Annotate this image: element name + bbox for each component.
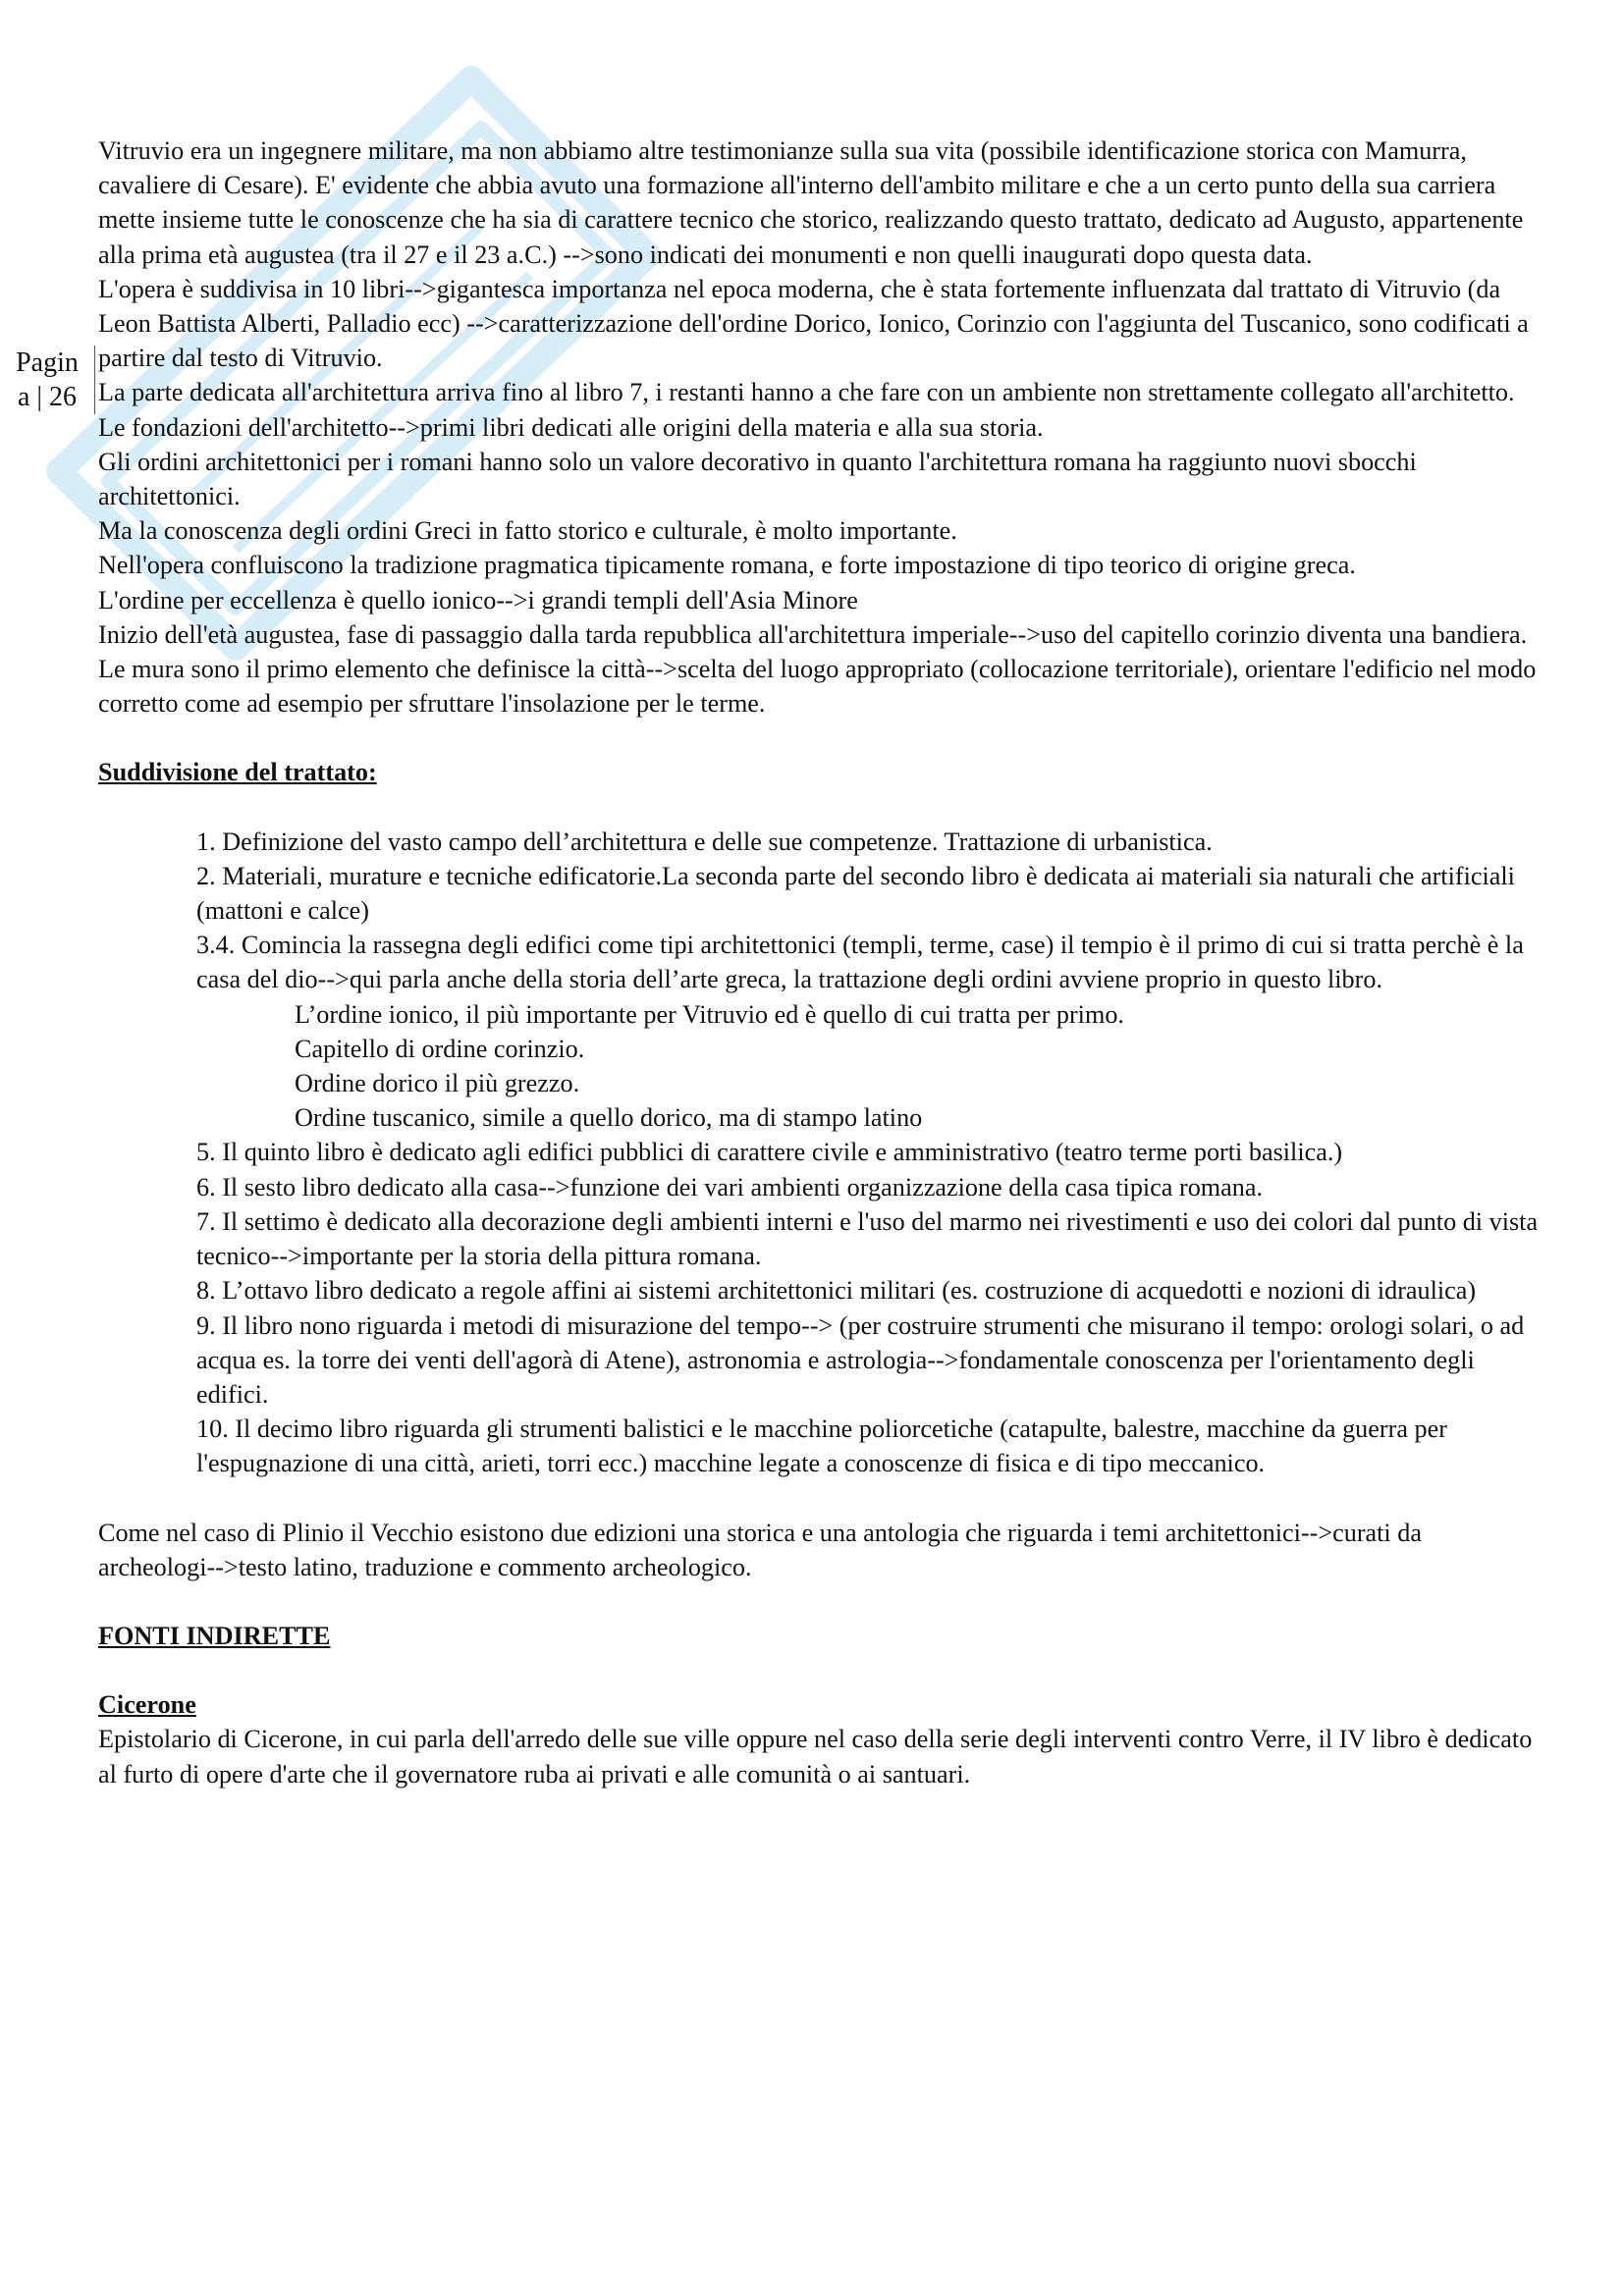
cicerone-paragraph: Epistolario di Cicerone, in cui parla dell'arredo delle sue ville oppure nel caso della serie degli interventi contro Verre, il IV libro è dedicato al furto di opere d'arte che il governatore ruba ai privati e alle comunità o ai santuari. [98,1725,1533,1789]
section-heading-suddivisione: Suddivisione del trattato: [98,758,377,787]
intro-paragraph-4: Le fondazioni dell'architetto-->primi libri dedicati alle origini della materia e alla sua storia. [98,412,1044,442]
list-item-book-5: 5. Il quinto libro è dedicato agli edifici pubblici di carattere civile e amministrativo (teatro terme porti basilica.) [196,1138,1343,1167]
page-number-line-2: a | 26 [17,382,78,412]
list-item-book-8: 8. L’ottavo libro dedicato a regole affini ai sistemi architettonici militari (es. costruzione di acquedotti e nozioni di idraulica) [196,1276,1477,1306]
orders-sublist [196,997,1542,1136]
page-number-line-1: Pagin [16,347,79,378]
intro-paragraph-6: Ma la conoscenza degli ordini Greci in fatto storico e culturale, è molto importante. [98,516,957,546]
intro-paragraph-3: La parte dedicata all'architettura arriva fino al libro 7, i restanti hanno a che fare con un ambiente non strettamente collegato all'architetto. [98,378,1515,407]
sublist-item-corinthian: Capitello di ordine corinzio. [295,1034,585,1063]
sublist-item-doric: Ordine dorico il più grezzo. [295,1069,580,1098]
intro-paragraph-1: Vitruvio era un ingegnere militare, ma non abbiamo altre testimonianze sulla sua vita (possibile identificazione storica con Mamurra, cavaliere di Cesare). E' evidente che abbia avuto una formazione all'interno dell'ambito militare e che a un certo punto della sua carriera mette insieme tutte le conoscenze che ha sia di carattere tecnico che storico, realizzando questo trattato, dedicato ad Augusto, appartenente alla prima età augustea (tra il 27 e il 23 a.C.) -->sono indicati dei monumenti e non quelli inaugurati dopo questa data. [98,136,1524,269]
intro-paragraph-7: Nell'opera confluiscono la tradizione pragmatica tipicamente romana, e forte impostazione di tipo teorico di origine greca. [98,551,1356,580]
spacer [98,790,1542,825]
list-item-book-9: 9. Il libro nono riguarda i metodi di misurazione del tempo--> (per costruire strumenti che misurano il tempo: orologi solari, o ad acqua es. la torre dei venti dell'agorà di Atene), astronomia e astrologia-->fondamentale conoscenza per l'orientamento degli edifici. [196,1310,1525,1409]
list-item-book-1: 1. Definizione del vasto campo dell’architettura e delle sue competenze. Trattazione di urbanistica. [196,827,1213,856]
book-list [98,825,1542,1481]
subheading-cicerone: Cicerone [98,1690,196,1720]
list-item-book-7: 7. Il settimo è dedicato alla decorazione degli ambienti interni e l'uso del marmo nei rivestimenti e uso dei colori dal punto di vista tecnico-->importante per la storia della pittura romana. [196,1206,1539,1271]
sublist-item-tuscan: Ordine tuscanico, simile a quello dorico, ma di stampo latino [295,1103,923,1133]
intro-paragraph-10: Le mura sono il primo elemento che definisce la città-->scelta del luogo appropriato (collocazione territoriale), orientare l'edificio nel modo corretto come ad esempio per sfruttare l'insolazione per le terme. [98,655,1537,719]
spacer [98,1481,1542,1516]
sublist-item-ionic: L’ordine ionico, il più importante per Vitruvio ed è quello di cui tratta per primo. [295,999,1124,1029]
intro-paragraph-2: L'opera è suddivisa in 10 libri-->gigantesca importanza nel epoca moderna, che è stata fortemente influenzata dal trattato di Vitruvio (da Leon Battista Alberti, Palladio ecc) -->caratterizzazione dell'ordine Dorico, Ionico, Corinzio con l'aggiunta del Tuscanico, sono codificati a partire dal testo di Vitruvio. [98,274,1529,373]
list-item-book-6: 6. Il sesto libro dedicato alla casa-->funzione dei vari ambienti organizzazione della casa tipica romana. [196,1172,1264,1201]
intro-paragraph-8: L'ordine per eccellenza è quello ionico-->i grandi templi dell'Asia Minore [98,585,858,614]
spacer [98,1653,1542,1687]
closing-paragraph: Come nel caso di Plinio il Vecchio esistono due edizioni una storica e una antologia che riguarda i temi architettonici-->curati da archeologi-->testo latino, traduzione e commento archeologico. [98,1518,1422,1581]
list-item-orders [196,997,1542,1136]
list-item-book-2: 2. Materiali, murature e tecniche edificatorie.La seconda parte del secondo libro è dedicata ai materiali sia naturali che artificiali (mattoni e calce) [196,861,1515,926]
document-body [98,133,1542,1791]
list-item-book-3-4: 3.4. Comincia la rassegna degli edifici come tipi architettonici (templi, terme, case) il tempio è il primo di cui si tratta perchè è la casa del dio-->qui parla anche della storia dell’arte greca, la trattazione degli ordini avviene proprio in questo libro. [196,931,1524,994]
list-item-book-10: 10. Il decimo libro riguarda gli strumenti balistici e le macchine poliorcetiche (catapulte, balestre, macchine da guerra per l'espugnazione di una città, arieti, torri ecc.) macchine legate a conoscenze di fisica e di tipo meccanico. [196,1415,1447,1478]
intro-paragraph-9: Inizio dell'età augustea, fase di passaggio dalla tarda repubblica all'architettura imperiale-->uso del capitello corinzio diventa una bandiera. [98,619,1528,649]
page-number-label [0,346,95,414]
intro-paragraph-5: Gli ordini architettonici per i romani hanno solo un valore decorativo in quanto l'architettura romana ha raggiunto nuovi sbocchi architettonici. [98,447,1417,511]
section-heading-fonti-indirette: FONTI INDIRETTE [98,1621,331,1650]
